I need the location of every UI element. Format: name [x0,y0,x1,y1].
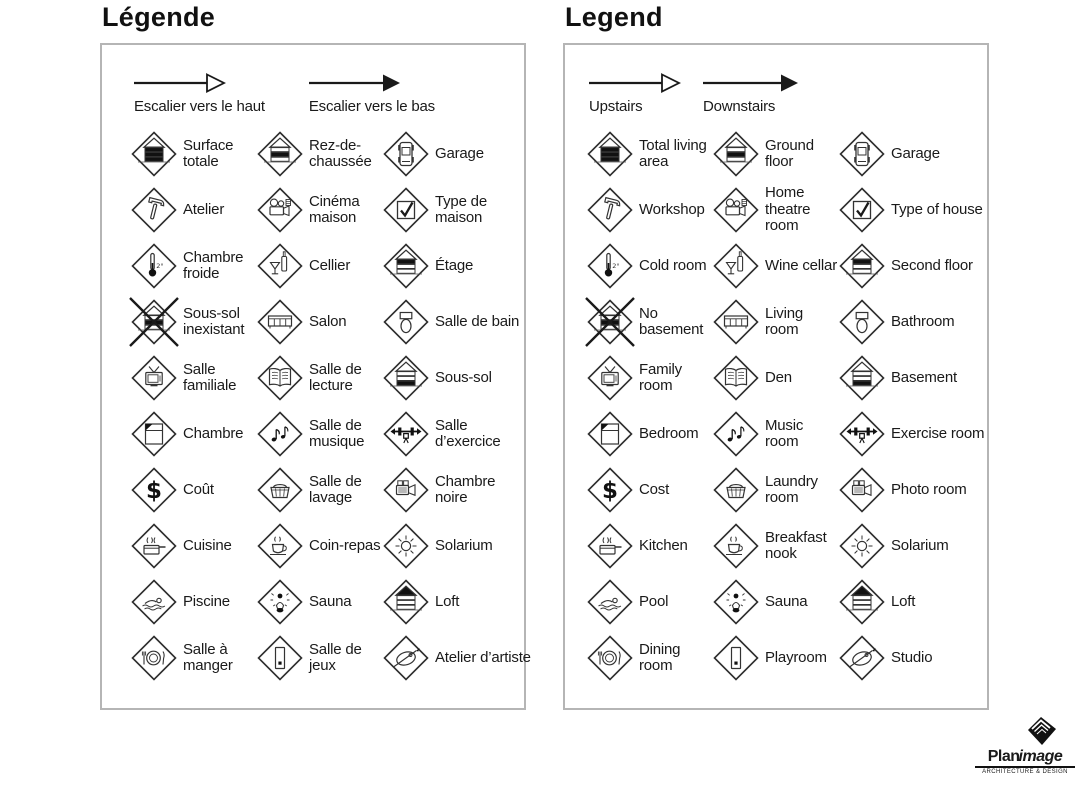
legend-row [587,462,987,518]
legend-item [383,467,533,513]
legend-item-label: Photo room [891,480,967,498]
legend-item-label: Wine cellar [765,256,837,274]
legend-item [587,243,713,289]
legend-item-label: Bathroom [891,312,955,330]
upstairs-arrow-group [589,73,681,115]
legend-row [587,518,987,574]
legend-item [383,411,533,457]
legend-item [383,187,533,233]
svg-text:$: $ [145,478,163,504]
legend-item-label: Studio [891,648,933,666]
legend-item [131,467,257,513]
legend-row [587,574,987,630]
legend-item [587,523,713,569]
legend-item-label: Exercise room [891,424,985,442]
legend-item-label: Loft [435,592,460,610]
legend-item [257,467,383,513]
downstairs-arrow-icon [703,73,799,93]
legend-item-label: Cost [639,480,670,498]
legend-item-label: Chambre froide [183,248,244,282]
legend-row [131,350,524,406]
legend-item-label: Workshop [639,200,705,218]
legend-item [383,579,533,625]
legend-item-label: Atelier [183,200,225,218]
house-ground-icon [257,131,303,177]
legend-row [131,574,524,630]
house-upper-icon [839,243,885,289]
legend-item-label: Music room [765,416,804,450]
palette-icon [383,635,429,681]
dollar-icon [131,467,177,513]
legend-item [839,187,989,233]
legend-item [587,635,713,681]
dollar-icon [587,467,633,513]
hammer-icon [587,187,633,233]
legend-item-label: Second floor [891,256,973,274]
legend-item [587,467,713,513]
downstairs-arrow-icon [309,73,401,93]
planimage-logo [975,716,1075,775]
house-basement-icon [839,355,885,401]
legend-item-label: Cinéma maison [309,192,360,226]
toilet-icon [839,299,885,345]
legend-item-label: Bedroom [639,424,699,442]
legend-item-label: Laundry room [765,472,818,506]
svg-text:2°: 2° [156,262,164,270]
tv-icon [587,355,633,401]
legend-item [713,355,839,401]
book-icon [257,355,303,401]
thermometer-icon [587,243,633,289]
legend-item [713,185,839,235]
planimage-logo-text [975,749,1075,768]
legend-item-label: Type de maison [435,192,487,226]
legend-row [587,630,987,686]
swimmer-icon [131,579,177,625]
legend-item [713,411,839,457]
legend-item-label: Atelier d’artiste [435,648,531,666]
legend-row [587,406,987,462]
legend-item-label: Dining room [639,640,681,674]
legend-item-label: Ground floor [765,136,814,170]
legend-item [713,243,839,289]
pot-icon [131,523,177,569]
legend-item-label: Cold room [639,256,707,274]
downstairs-arrow-group [703,73,799,115]
basket-icon [713,467,759,513]
legend-row [587,238,987,294]
legend-row [131,182,524,238]
legend-item-label: Family room [639,360,682,394]
legend-item-label: Sauna [309,592,352,610]
legend-item [257,187,383,233]
upstairs-arrow-group [134,73,265,115]
legend-item [131,243,257,289]
legend-item [839,131,989,177]
legend-item [131,523,257,569]
legend-item-label: Sauna [765,592,808,610]
legend-item-label: Garage [435,144,484,162]
house-loft-icon [839,579,885,625]
legend-item-label: Garage [891,144,940,162]
legend-item [131,187,257,233]
legend-item-label: Coin-repas [309,536,381,554]
downstairs-arrow-label: Escalier vers le bas [308,98,435,115]
stairs-arrows-french [134,73,435,115]
downstairs-arrow-label: Downstairs [703,98,776,115]
upstairs-arrow-icon [589,73,681,93]
logo-text-image: image [1018,748,1063,765]
legend-item [131,579,257,625]
legend-item [713,131,839,177]
legend-row [587,126,987,182]
legend-grid-english [565,126,987,686]
legend-item [839,299,989,345]
pot-icon [587,523,633,569]
legend-row [587,350,987,406]
wine-icon [713,243,759,289]
bed-icon [587,411,633,457]
swimmer-icon [587,579,633,625]
legend-panel-french [100,2,531,710]
legend-item [839,243,989,289]
house-total-icon [131,131,177,177]
legend-item [713,635,839,681]
legend-item-label: Sous-sol inexistant [183,304,245,338]
legend-item-label: Rez-de-chaussée [309,136,372,170]
barbell-icon [383,411,429,457]
logo-tagline: ARCHITECTURE & DESIGN [982,769,1068,775]
door-icon [713,635,759,681]
legend-row [131,294,524,350]
house-upper-icon [383,243,429,289]
legend-item-label: Pool [639,592,669,610]
music-notes-icon [713,411,759,457]
legend-item [839,523,989,569]
house-loft-icon [383,579,429,625]
sauna-icon [257,579,303,625]
legend-item [839,635,989,681]
legend-panel-english [563,2,989,710]
legend-item-label: Étage [435,256,474,274]
bed-icon [131,411,177,457]
legend-item-label: Den [765,368,792,386]
plate-icon [131,635,177,681]
legend-item [131,411,257,457]
car-icon [839,131,885,177]
legend-item-label: Salle de bain [435,312,520,330]
legend-row [131,630,531,686]
legend-item [713,467,839,513]
projector-icon [713,187,759,233]
house-basement-icon [383,355,429,401]
sauna-icon [713,579,759,625]
legend-row [131,238,524,294]
basket-icon [257,467,303,513]
legend-item-label: Salle de jeux [309,640,362,674]
sofa-icon [713,299,759,345]
checkbox-icon [839,187,885,233]
svg-text:2°: 2° [612,262,620,270]
legend-box-english [563,43,989,710]
legend-item [257,299,383,345]
wine-icon [257,243,303,289]
panel-title-english: Legend [565,2,663,32]
legend-row [131,462,524,518]
checkbox-icon [383,187,429,233]
legend-row [587,294,987,350]
book-icon [713,355,759,401]
legend-item-label: Surface totale [183,136,234,170]
plate-icon [587,635,633,681]
legend-item [713,579,839,625]
no-basement-icon [587,299,633,345]
legend-item [257,131,383,177]
legend-item [587,299,713,345]
legend-item [839,579,989,625]
thermometer-icon [131,243,177,289]
legend-item-label: Salle à manger [183,640,233,674]
legend-item-label: Type of house [891,200,983,218]
barbell-icon [839,411,885,457]
legend-item-label: Home theatre room [765,184,811,235]
legend-item-label: Cuisine [183,536,232,554]
palette-icon [839,635,885,681]
downstairs-arrow-group [309,73,435,115]
legend-box-french [100,43,531,710]
legend-item [713,523,839,569]
legend-item-label: Salle familiale [183,360,237,394]
sofa-icon [257,299,303,345]
legend-item [587,355,713,401]
legend-item [587,411,713,457]
cup-icon [257,523,303,569]
legend-item [839,467,989,513]
legend-item-label: Sous-sol [435,368,492,386]
legend-item [713,299,839,345]
legend-item-label: Total living area [639,136,707,170]
camera-icon [383,467,429,513]
music-notes-icon [257,411,303,457]
legend-item-label: Coût [183,480,214,498]
legend-item-label: Salle de lecture [309,360,362,394]
camera-icon [839,467,885,513]
cup-icon [713,523,759,569]
hammer-icon [131,187,177,233]
sun-icon [839,523,885,569]
legend-item-label: Breakfast nook [765,528,827,562]
legend-item-label: Living room [765,304,803,338]
legend-item [257,523,383,569]
legend-item [839,355,989,401]
house-ground-icon [713,131,759,177]
door-icon [257,635,303,681]
svg-text:$: $ [601,478,619,504]
legend-item [131,131,257,177]
legend-item-label: Chambre noire [435,472,496,506]
legend-item-label: Basement [891,368,957,386]
legend-item [131,355,257,401]
legend-item-label: Chambre [183,424,244,442]
legend-item [383,635,533,681]
legend-row [587,182,987,238]
panel-title-french: Légende [102,2,216,32]
upstairs-arrow-icon [134,73,226,93]
legend-item-label: Cellier [309,256,351,274]
sun-icon [383,523,429,569]
upstairs-arrow-label: Upstairs [589,98,643,115]
legend-item [131,299,257,345]
legend-item [587,579,713,625]
legend-row [131,518,524,574]
planimage-logo-mark-icon [1009,716,1075,751]
legend-item [257,579,383,625]
legend-item-label: Salle de lavage [309,472,362,506]
legend-item-label: Kitchen [639,536,688,554]
projector-icon [257,187,303,233]
legend-item [257,355,383,401]
no-basement-icon [131,299,177,345]
legend-row [131,406,524,462]
legend-item-label: Salon [309,312,347,330]
legend-item [839,411,989,457]
legend-item [383,243,533,289]
logo-text-plan: Plan [987,748,1020,765]
legend-item-label: No basement [639,304,704,338]
stairs-arrows-english [589,73,799,115]
legend-item-label: Solarium [435,536,493,554]
legend-item [587,131,713,177]
legend-row [131,126,524,182]
legend-item [587,187,713,233]
legend-item [257,635,383,681]
legend-item-label: Loft [891,592,916,610]
car-icon [383,131,429,177]
legend-item [383,131,533,177]
legend-item-label: Piscine [183,592,230,610]
legend-item [257,243,383,289]
legend-grid-french [102,126,531,686]
legend-item [131,635,257,681]
legend-item [257,411,383,457]
legend-item-label: Salle d’exercice [435,416,501,450]
tv-icon [131,355,177,401]
upstairs-arrow-label: Escalier vers le haut [134,98,265,115]
legend-item-label: Playroom [765,648,827,666]
legend-item-label: Solarium [891,536,949,554]
legend-item [383,299,533,345]
toilet-icon [383,299,429,345]
legend-item [383,355,533,401]
legend-item [383,523,533,569]
legend-item-label: Salle de musique [309,416,365,450]
house-total-icon [587,131,633,177]
